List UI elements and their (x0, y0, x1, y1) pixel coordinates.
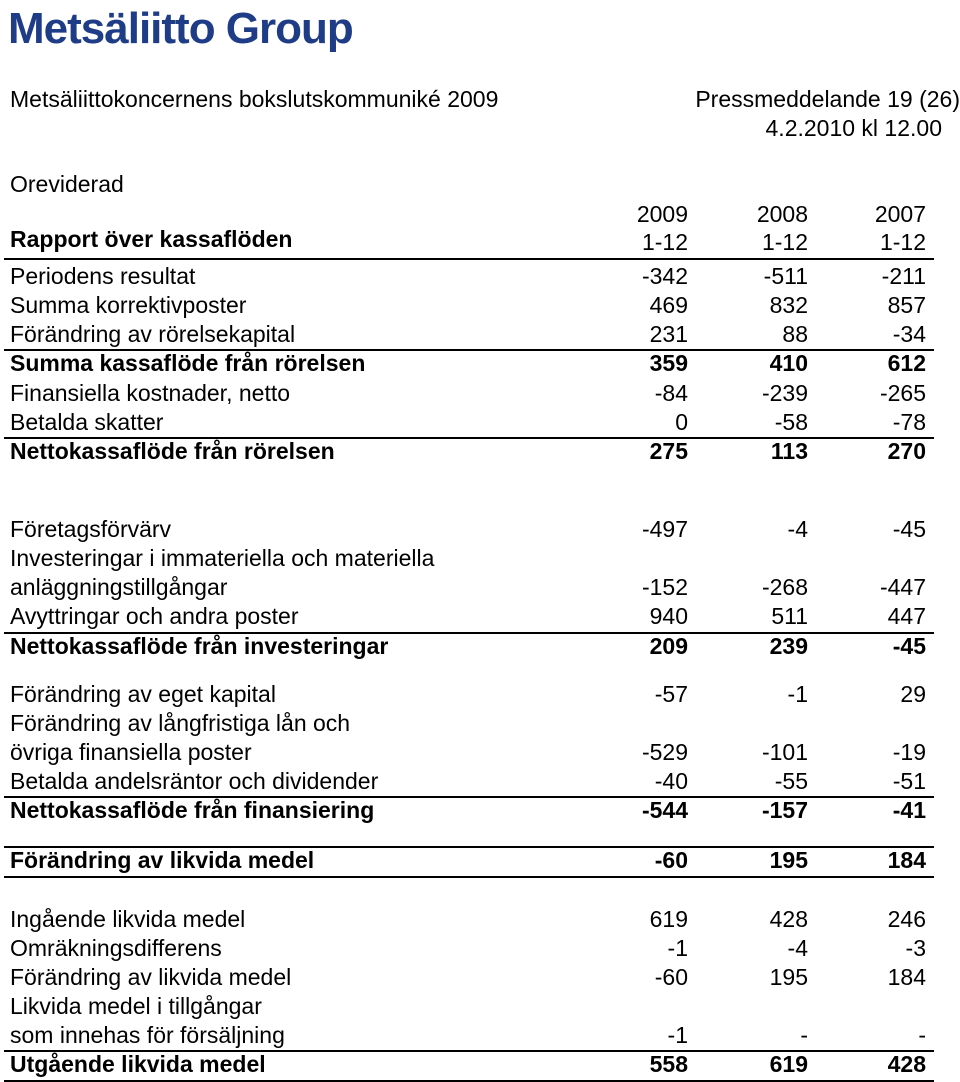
table-row (0, 409, 960, 438)
row-value-2008: 619 (769, 1051, 808, 1077)
audit-status: Oreviderad (10, 171, 124, 197)
row-value-2007: -265 (879, 380, 926, 406)
row-divider (4, 1050, 934, 1052)
table-row (0, 993, 960, 1022)
row-value-2008: 832 (769, 292, 808, 318)
row-value-2009: 275 (649, 438, 688, 464)
row-label: övriga finansiella poster (10, 739, 252, 765)
table-row (0, 739, 960, 768)
table-row (0, 574, 960, 603)
row-value-2009: -1 (667, 935, 688, 961)
table-row (0, 964, 960, 993)
row-label: Omräkningsdifferens (10, 935, 222, 961)
row-value-2009: -1 (667, 1022, 688, 1048)
row-value-2007: 270 (887, 438, 926, 464)
table-row (0, 545, 960, 574)
row-label: Nettokassaflöde från finansiering (10, 797, 375, 823)
row-value-2007: -3 (905, 935, 926, 961)
row-value-2008: 88 (782, 321, 808, 347)
row-value-2008: -4 (787, 935, 808, 961)
row-value-2007: 246 (887, 906, 926, 932)
row-label: Nettokassaflöde från rörelsen (10, 438, 335, 464)
row-label: Förändring av likvida medel (10, 964, 292, 990)
row-value-2008: -239 (761, 380, 808, 406)
row-label: Utgående likvida medel (10, 1051, 266, 1077)
row-value-2007: -19 (892, 739, 926, 765)
row-value-2008: -58 (774, 409, 808, 435)
table-row (0, 1022, 960, 1051)
table-row (0, 350, 960, 379)
row-label: Betalda skatter (10, 409, 164, 435)
table-row (0, 603, 960, 632)
table-row (0, 768, 960, 797)
row-label: Betalda andelsräntor och dividender (10, 768, 379, 794)
table-row (0, 263, 960, 292)
row-label: Förändring av rörelsekapital (10, 321, 296, 347)
table-row (0, 321, 960, 350)
row-value-2008: -157 (761, 797, 808, 823)
row-label: Likvida medel i tillgångar (10, 993, 262, 1019)
row-value-2008: -511 (763, 263, 808, 289)
row-value-2008: -1 (787, 681, 808, 707)
row-value-2007: -45 (892, 516, 926, 542)
row-value-2008: -4 (787, 516, 808, 542)
row-value-2009: -84 (654, 380, 688, 406)
row-value-2007: -51 (892, 768, 926, 794)
period-2008: 1-12 (761, 229, 808, 255)
row-value-2009: -40 (654, 768, 688, 794)
row-value-2007: 29 (900, 681, 926, 707)
table-row (0, 1051, 960, 1080)
table-row (0, 847, 960, 876)
row-value-2009: 209 (649, 633, 688, 659)
row-value-2007: -78 (892, 409, 926, 435)
row-label: Ingående likvida medel (10, 906, 246, 932)
table-row (0, 633, 960, 662)
row-value-2008: 428 (769, 906, 808, 932)
row-value-2008: -101 (761, 739, 808, 765)
table-row (0, 906, 960, 935)
table-row (0, 438, 960, 467)
row-value-2008: 511 (771, 603, 808, 629)
report-title: Rapport över kassaflöden (10, 226, 293, 252)
row-label: Förändring av långfristiga lån och (10, 710, 351, 736)
row-label: Förändring av likvida medel (10, 847, 315, 873)
press-release-number: Pressmeddelande 19 (26) (695, 86, 960, 112)
row-label: Periodens resultat (10, 263, 196, 289)
row-label: Summa korrektivposter (10, 292, 247, 318)
row-value-2009: -57 (654, 681, 688, 707)
table-row (0, 681, 960, 710)
row-value-2007: 184 (887, 964, 926, 990)
row-label: Nettokassaflöde från investeringar (10, 633, 389, 659)
row-value-2007: - (918, 1022, 926, 1048)
row-divider (4, 846, 934, 848)
row-value-2008: 410 (769, 350, 808, 376)
row-value-2008: 195 (769, 964, 808, 990)
table-row (0, 710, 960, 739)
table-row (0, 516, 960, 545)
company-logo: Metsäliitto Group (8, 4, 353, 53)
row-label: Avyttringar och andra poster (10, 603, 299, 629)
table-row (0, 797, 960, 826)
row-value-2007: 857 (887, 292, 926, 318)
row-value-2007: -447 (879, 574, 926, 600)
release-date-time: 4.2.2010 kl 12.00 (765, 115, 942, 141)
row-value-2009: -60 (654, 964, 688, 990)
row-value-2009: 469 (649, 292, 688, 318)
row-value-2008: 195 (769, 847, 808, 873)
row-label: Förändring av eget kapital (10, 681, 276, 707)
row-label: som innehas för försäljning (10, 1022, 285, 1048)
row-value-2009: -60 (654, 847, 688, 873)
row-value-2007: 428 (887, 1051, 926, 1077)
row-label: anläggningstillgångar (10, 574, 228, 600)
year-2008: 2008 (756, 201, 808, 227)
table-row (0, 935, 960, 964)
row-divider (4, 632, 934, 634)
row-divider (4, 876, 934, 878)
row-value-2009: 940 (649, 603, 688, 629)
row-value-2009: 359 (649, 350, 688, 376)
table-row (0, 292, 960, 321)
period-2009: 1-12 (641, 229, 688, 255)
row-value-2009: -152 (641, 574, 688, 600)
row-divider (4, 349, 934, 351)
row-value-2007: -211 (881, 263, 926, 289)
row-value-2008: -55 (774, 768, 808, 794)
row-value-2007: -45 (892, 633, 926, 659)
document-title: Metsäliittokoncernens bokslutskommuniké 2009 (10, 86, 499, 112)
row-value-2009: 0 (675, 409, 688, 435)
period-2007: 1-12 (879, 229, 926, 255)
row-value-2008: 239 (769, 633, 808, 659)
row-value-2008: 113 (770, 438, 808, 464)
row-value-2009: -544 (641, 797, 688, 823)
row-value-2007: -34 (892, 321, 926, 347)
row-value-2009: -497 (641, 516, 688, 542)
row-value-2009: 619 (649, 906, 688, 932)
row-value-2007: -41 (892, 797, 926, 823)
row-value-2009: -529 (641, 739, 688, 765)
year-2009: 2009 (636, 201, 688, 227)
row-value-2007: 447 (887, 603, 926, 629)
row-label: Finansiella kostnader, netto (10, 380, 291, 406)
row-value-2007: 184 (887, 847, 926, 873)
row-value-2008: -268 (761, 574, 808, 600)
row-value-2009: -342 (641, 263, 688, 289)
row-label: Företagsförvärv (10, 516, 172, 542)
row-value-2009: 231 (649, 321, 688, 347)
row-label: Investeringar i immateriella och materiella (10, 545, 435, 571)
row-label: Summa kassaflöde från rörelsen (10, 350, 366, 376)
row-value-2009: 558 (649, 1051, 688, 1077)
table-row (0, 380, 960, 409)
row-value-2007: 612 (887, 350, 926, 376)
row-value-2008: - (800, 1022, 808, 1048)
row-divider (4, 437, 934, 439)
year-2007: 2007 (874, 201, 926, 227)
row-divider (4, 796, 934, 798)
